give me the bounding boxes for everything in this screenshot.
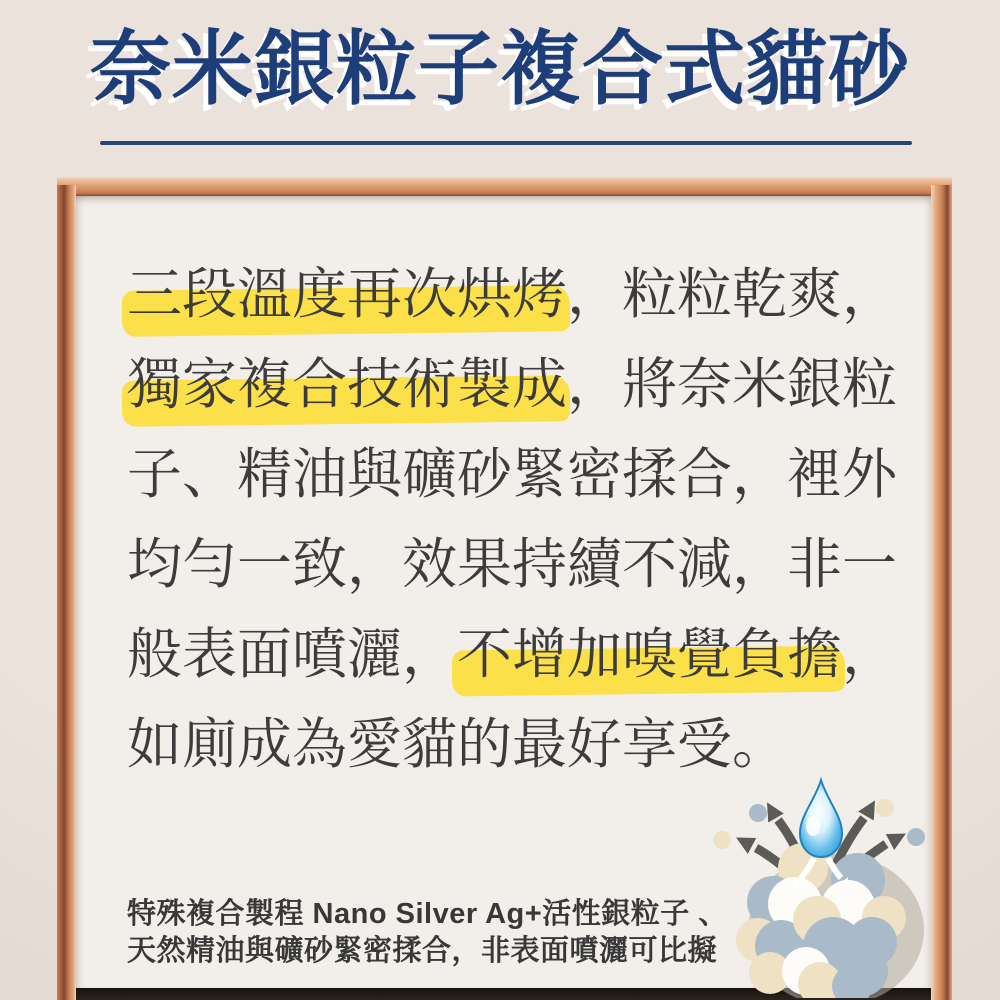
frame-left-rail <box>57 185 76 1000</box>
frame-top-rail <box>57 177 952 196</box>
body-line <box>127 609 937 699</box>
title-divider <box>100 141 912 145</box>
highlighted-text: 三段溫度再次烘烤 <box>127 263 568 325</box>
particle-ball <box>876 799 894 817</box>
body-segment: ，粒粒乾爽， <box>567 263 898 325</box>
particle-ball <box>907 828 925 846</box>
footnote <box>127 896 728 970</box>
footnote-line: 特殊複合製程 Nano Silver Ag+活性銀粒子 、 <box>127 898 728 930</box>
body-segment: 般表面噴灑， <box>127 623 458 685</box>
body-line <box>127 249 937 339</box>
particle-ball <box>749 804 767 822</box>
water-drop-dispersion-graphic <box>700 770 956 998</box>
body-segment: ， <box>842 623 898 685</box>
footnote-line: 天然精油與礦砂緊密揉合，非表面噴灑可比擬 <box>127 935 718 967</box>
body-line <box>127 429 937 519</box>
body-segment: 均勻一致，效果持續不減，非一 <box>127 533 898 595</box>
particle-ball <box>713 831 731 849</box>
body-segment: 子、精油與礦砂緊密揉合，裡外 <box>127 443 898 505</box>
body-text <box>127 249 937 789</box>
highlighted-text: 獨家複合技術製成 <box>127 353 568 415</box>
water-drop-icon <box>800 780 842 857</box>
body-line <box>127 339 937 429</box>
particle-cluster <box>736 843 906 998</box>
body-line <box>127 519 937 609</box>
body-segment: 如廁成為愛貓的最好享受。 <box>127 713 788 775</box>
page-title: 奈米銀粒子複合式貓砂 <box>89 25 910 115</box>
body-segment: ，將奈米銀粒 <box>567 353 898 415</box>
highlighted-text: 不增加嗅覺負擔 <box>457 623 843 685</box>
